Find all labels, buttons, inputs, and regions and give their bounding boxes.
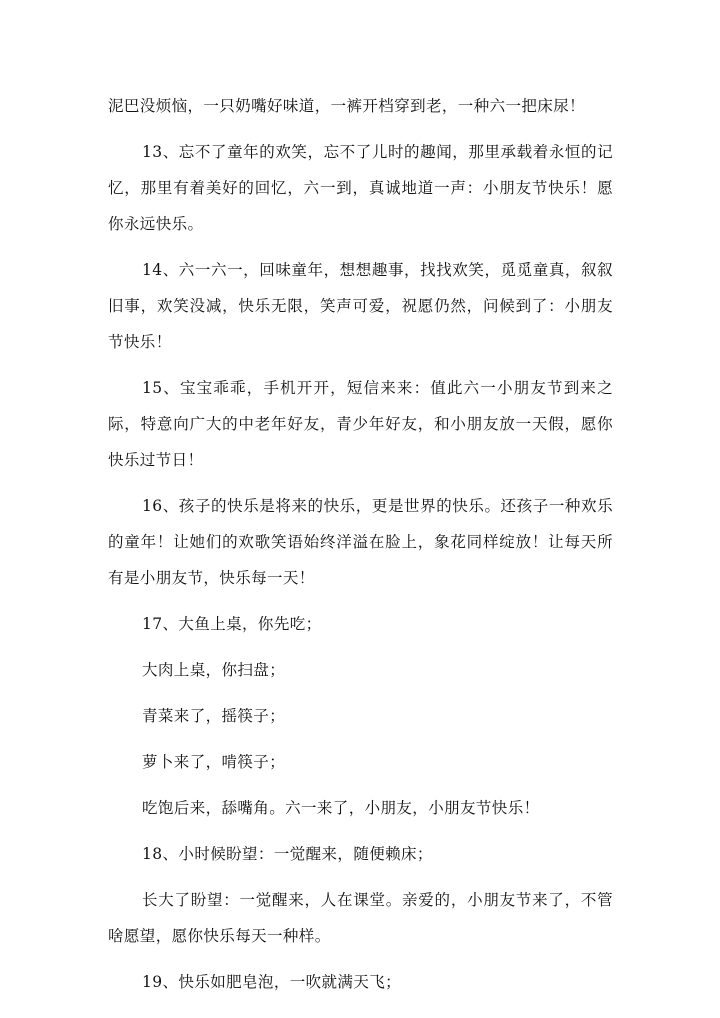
paragraph-17-line-5: 吃饱后来，舔嘴角。六一来了，小朋友，小朋友节快乐！: [142, 799, 540, 817]
paragraph-18: 18、小时候盼望：一觉醒来，随便赖床；: [142, 845, 433, 863]
paragraph-17: 17、大鱼上桌，你先吃；: [142, 615, 322, 633]
paragraph-17-line-2: 大肉上桌，你扫盘；: [142, 661, 286, 679]
paragraph-19: 19、快乐如肥皂泡，一吹就满天飞；: [142, 973, 402, 991]
paragraph-14: 14、六一六一，回味童年，想想趣事，找找欢笑，觅觅童真，叙叙旧事，欢笑没减，快乐无限，笑声可爱，祝愿仍然，问候到了：小朋友节快乐！: [108, 261, 613, 351]
paragraph-15: 15、宝宝乖乖，手机开开，短信来来：值此六一小朋友节到来之际，特意向广大的中老年好友，青少年好友，和小朋友放一天假，愿你快乐过节日！: [108, 379, 613, 469]
paragraph-13: 13、忘不了童年的欢笑，忘不了儿时的趣闻，那里承载着永恒的记忆，那里有着美好的回忆，六一到，真诚地道一声：小朋友节快乐！愿你永远快乐。: [108, 143, 613, 233]
document-body: [108, 88, 613, 1010]
paragraph-17-line-4: 萝卜来了，啃筷子；: [142, 753, 286, 771]
paragraph-continuation: 泥巴没烦恼，一只奶嘴好味道，一裤开档穿到老，一种六一把床尿！: [108, 97, 586, 115]
paragraph-18-line-2: 长大了盼望：一觉醒来，人在课堂。亲爱的，小朋友节来了，不管啥愿望，愿你快乐每天一种样。: [108, 891, 613, 945]
paragraph-17-line-3: 青菜来了，摇筷子；: [142, 707, 286, 725]
paragraph-16: 16、孩子的快乐是将来的快乐，更是世界的快乐。还孩子一种欢乐的童年！让她们的欢歌笑语始终洋溢在脸上，象花同样绽放！让每天所有是小朋友节，快乐每一天！: [108, 497, 613, 587]
